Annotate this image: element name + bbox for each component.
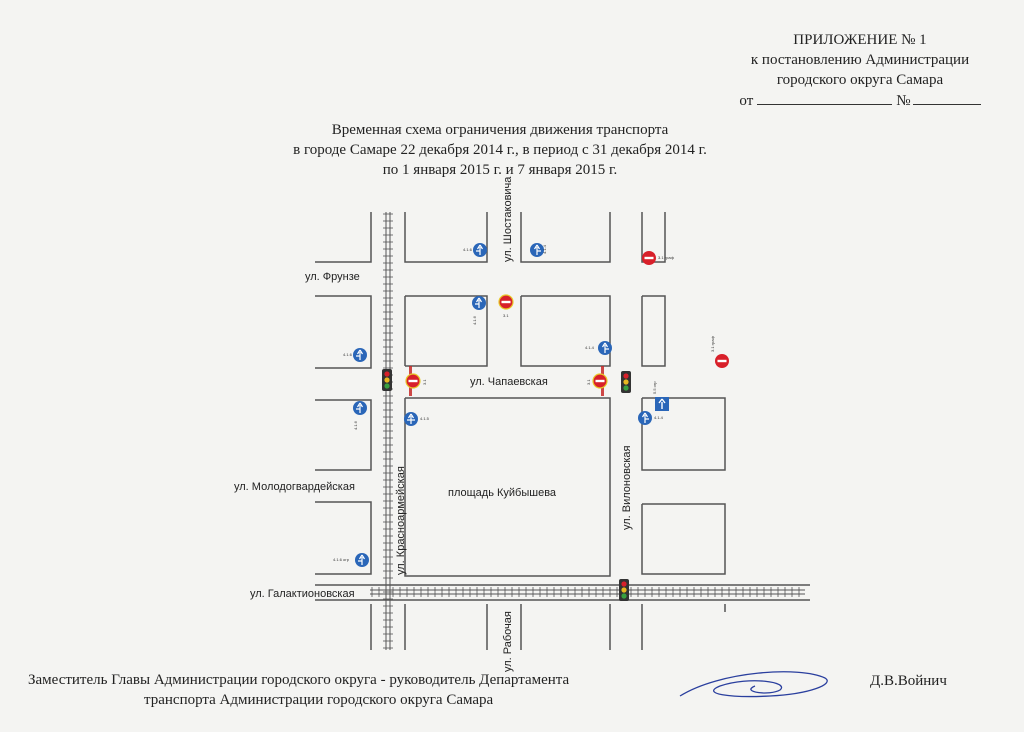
svg-text:3.1: 3.1 — [422, 379, 427, 385]
direction-sign-icon — [333, 553, 369, 567]
footer-line-1: Заместитель Главы Администрации городского округа - руководитель Департамента — [28, 672, 570, 688]
svg-text:3.1 граф: 3.1 граф — [710, 336, 715, 352]
traffic-light-icon — [621, 371, 631, 393]
no-entry-sign-icon — [586, 366, 607, 396]
svg-text:4.1.4: 4.1.4 — [542, 245, 547, 254]
svg-text:4.1.6: 4.1.6 — [463, 247, 472, 252]
direction-sign-icon — [472, 296, 486, 325]
signature — [660, 666, 840, 706]
svg-text:4.1.6 огр: 4.1.6 огр — [333, 557, 349, 562]
direction-sign-icon — [638, 411, 664, 425]
title-line-3: по 1 января 2015 г. и 7 января 2015 г. — [382, 162, 618, 178]
street-label-krasnoarmeyskaya: ул. Красноармейская — [395, 466, 407, 575]
direction-sign-icon — [530, 243, 547, 257]
title-line-1: Временная схема ограничения движения транспорта — [331, 122, 669, 138]
direction-sign-icon — [343, 348, 367, 362]
direction-sign-icon — [404, 412, 430, 426]
no-entry-sign-icon — [406, 366, 427, 396]
block-edge — [315, 212, 371, 262]
square-label: площадь Куйбышева — [448, 487, 557, 499]
svg-text:4.1.5: 4.1.5 — [420, 416, 429, 421]
street-label-galaktionovskaya: ул. Галактионовская — [250, 588, 355, 600]
block-edge — [642, 398, 725, 470]
no-entry-sign-icon — [710, 335, 729, 368]
block-edge — [521, 296, 610, 366]
direction-sign-icon — [353, 401, 367, 430]
street-label-shostakovicha: ул. Шостаковича — [502, 176, 514, 262]
street-label-rabochaya: ул. Рабочая — [502, 611, 514, 672]
footer-line-2: транспорта Администрации городского округа Самара — [144, 692, 494, 708]
svg-text:5.5 огр: 5.5 огр — [652, 381, 657, 394]
tram-ties-horizontal — [372, 587, 799, 597]
street-label-molodogvardeyskaya: ул. Молодогвардейская — [234, 481, 355, 493]
appendix-number-label: № — [896, 93, 911, 109]
footer-position — [28, 670, 569, 710]
block-edge — [642, 504, 725, 574]
no-entry-sign-icon — [642, 251, 675, 265]
svg-text:3.1 граф: 3.1 граф — [658, 255, 674, 260]
signer-name: Д.В.Войнич — [870, 673, 947, 689]
one-way-sign-icon — [652, 381, 669, 411]
title-line-2: в городе Самаре 22 декабря 2014 г., в период с 31 декабря 2014 г. — [293, 142, 707, 158]
svg-text:4.1.4: 4.1.4 — [585, 345, 594, 350]
svg-text:3.1: 3.1 — [503, 313, 509, 318]
tram-ties-vertical — [383, 214, 393, 648]
traffic-light-icon — [382, 369, 392, 391]
direction-sign-icon — [585, 341, 612, 355]
svg-text:4.1.6: 4.1.6 — [353, 421, 358, 430]
street-label-frunze: ул. Фрунзе — [305, 271, 360, 283]
svg-text:4.1.4: 4.1.4 — [654, 415, 663, 420]
no-entry-sign-icon — [499, 295, 513, 318]
svg-text:3.1: 3.1 — [586, 379, 591, 385]
appendix-line-decree: к постановлению Администрации — [750, 52, 970, 68]
traffic-light-icon — [619, 579, 629, 601]
street-label-vilonovskaya: ул. Вилоновская — [621, 445, 633, 530]
street-label-chapaevskaya: ул. Чапаевская — [470, 376, 548, 388]
direction-sign-icon — [463, 243, 487, 257]
appendix-from-label: от — [739, 93, 754, 109]
appendix-title: ПРИЛОЖЕНИЕ № 1 — [793, 32, 927, 48]
block-edge — [642, 296, 665, 366]
svg-text:4.1.6: 4.1.6 — [343, 352, 352, 357]
appendix-line-district: городского округа Самара — [776, 72, 944, 88]
svg-text:4.1.6: 4.1.6 — [472, 316, 477, 325]
